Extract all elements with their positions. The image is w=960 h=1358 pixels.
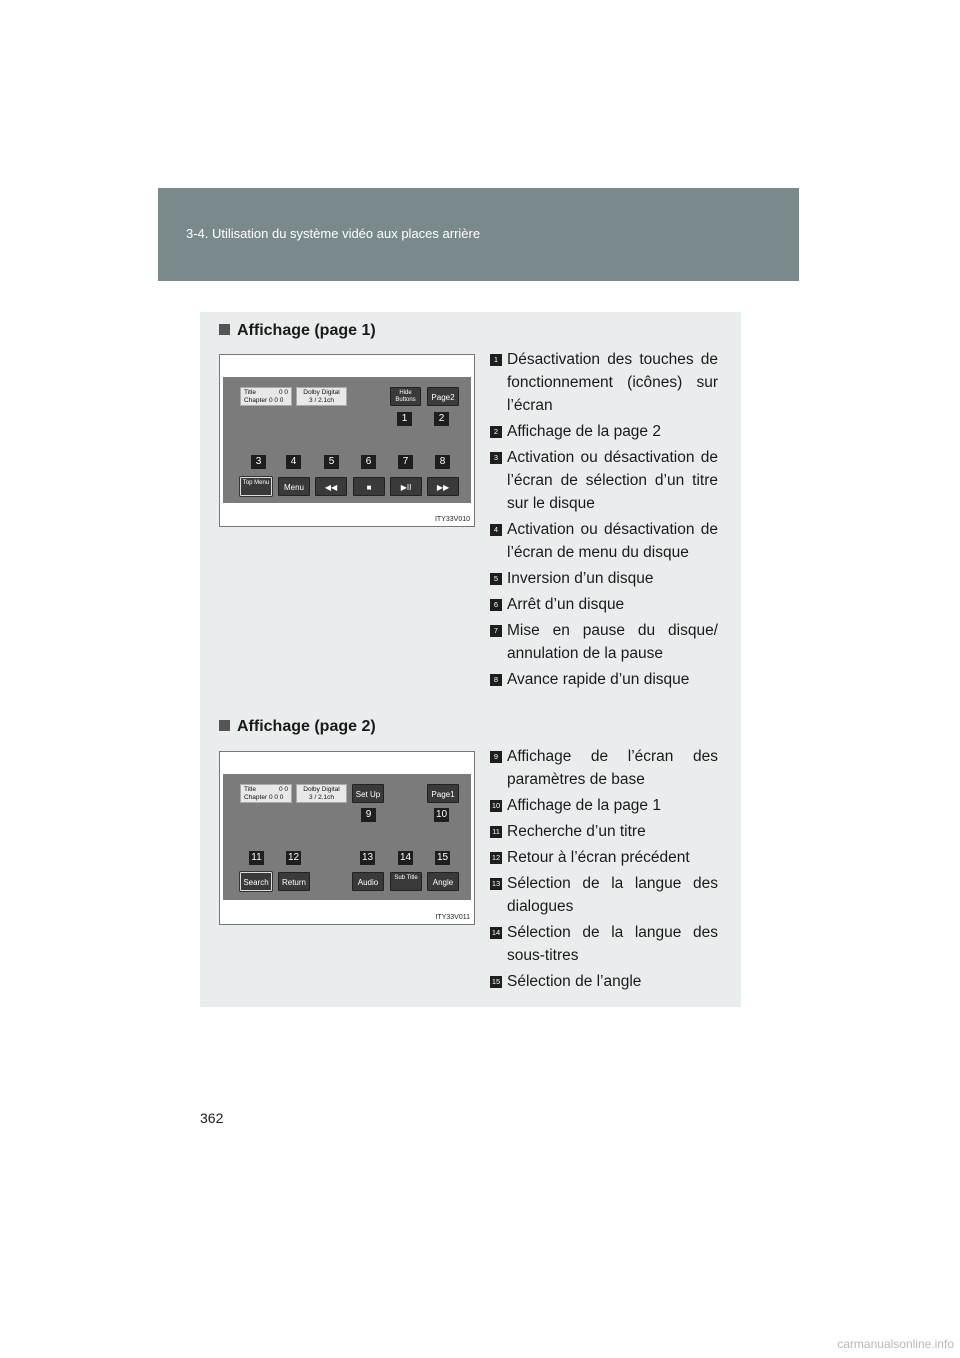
- list-item: [490, 668, 718, 691]
- callout-4: 4: [286, 455, 301, 469]
- list-item-text: Activation ou désactivation de l’écran de sélection d’un titre sur le disque: [507, 449, 718, 512]
- list-item: [490, 745, 718, 791]
- title-chapter-chip: [240, 387, 292, 406]
- list-item: [490, 846, 718, 869]
- square-bullet-icon: [219, 720, 230, 731]
- number-badge-icon: 11: [490, 826, 502, 838]
- callout-11: 11: [249, 851, 264, 865]
- callout-2: 2: [434, 412, 449, 426]
- section-heading-text: Affichage (page 2): [237, 718, 376, 735]
- list-item: [490, 518, 718, 564]
- play-pause-button[interactable]: ▶II: [390, 477, 422, 496]
- page2-button[interactable]: Page2: [427, 387, 459, 406]
- list-item-text: Sélection de l’angle: [507, 973, 642, 990]
- title-label: Title: [244, 786, 257, 793]
- page1-button[interactable]: Page1: [427, 784, 459, 803]
- list-item-text: Retour à l’écran précédent: [507, 849, 690, 866]
- stop-button[interactable]: ■: [353, 477, 385, 496]
- fast-forward-button[interactable]: ▶▶: [427, 477, 459, 496]
- list-item-text: Mise en pause du disque/ annulation de la pause: [507, 622, 718, 662]
- legend-list-page1: [490, 348, 718, 694]
- square-bullet-icon: [219, 324, 230, 335]
- number-badge-icon: 9: [490, 751, 502, 763]
- callout-12: 12: [287, 852, 300, 863]
- menu-button[interactable]: Menu: [278, 477, 310, 496]
- callout-10: 10: [435, 809, 448, 820]
- number-badge-icon: 1: [490, 354, 502, 366]
- hide-buttons-button[interactable]: [390, 387, 421, 406]
- audio-format-chip: [296, 387, 347, 406]
- section-heading-text: Affichage (page 1): [237, 322, 376, 339]
- list-item-text: Sélection de la langue des sous-titres: [507, 924, 718, 964]
- list-item-text: Désactivation des touches de fonctionnement (icônes) sur l’écran: [507, 351, 718, 414]
- figure-code: ITY33V010: [434, 516, 470, 523]
- section-heading-page2: [219, 718, 376, 736]
- return-button[interactable]: Return: [278, 872, 310, 891]
- list-item-text: Affichage de la page 1: [507, 797, 661, 814]
- audio-format-line1: Dolby Digital: [303, 389, 340, 396]
- list-item: [490, 820, 718, 843]
- title-chapter-chip: [240, 784, 292, 803]
- audio-format-line1: Dolby Digital: [303, 786, 340, 793]
- number-badge-icon: 4: [490, 524, 502, 536]
- list-item-text: Sélection de la langue des dialogues: [507, 875, 718, 915]
- top-menu-line2: Menu: [254, 480, 270, 486]
- list-item-text: Affichage de l’écran des paramètres de base: [507, 748, 718, 788]
- number-badge-icon: 2: [490, 426, 502, 438]
- callout-9: 9: [361, 808, 376, 822]
- legend-list-page2: [490, 745, 718, 996]
- callout-15: 15: [436, 852, 449, 863]
- search-button[interactable]: Search: [240, 872, 272, 891]
- chapter-value: 0 0 0: [268, 794, 284, 801]
- callout-8: 8: [435, 455, 450, 469]
- screen-display: [223, 774, 471, 900]
- audio-format-line2: 3 / 2.1ch: [309, 794, 334, 801]
- list-item-text: Arrêt d’un disque: [507, 596, 625, 613]
- screen-illustration-page2: [219, 751, 475, 925]
- content-box: [200, 312, 741, 1007]
- list-item: [490, 921, 718, 967]
- list-item-text: Inversion d’un disque: [507, 570, 654, 587]
- list-item-text: Affichage de la page 2: [507, 423, 661, 440]
- number-badge-icon: 8: [490, 674, 502, 686]
- chapter-label: Chapter: [244, 794, 268, 801]
- list-item-text: Activation ou désactivation de l’écran de menu du disque: [507, 521, 718, 561]
- title-value: 0 0: [278, 389, 288, 396]
- list-item: [490, 872, 718, 918]
- header-band: [158, 188, 799, 281]
- audio-format-chip: [296, 784, 347, 803]
- angle-button[interactable]: Angle: [427, 872, 459, 891]
- list-item: [490, 593, 718, 616]
- callout-1: 1: [397, 412, 412, 426]
- watermark: carmanualsonline.info: [837, 1337, 954, 1351]
- rewind-button[interactable]: ◀◀: [315, 477, 347, 496]
- subtitle-line2: Title: [406, 875, 418, 881]
- figure-code: ITY33V011: [435, 914, 470, 921]
- number-badge-icon: 5: [490, 573, 502, 585]
- list-item: [490, 348, 718, 417]
- subtitle-line1: Sub: [394, 875, 405, 881]
- list-item: [490, 446, 718, 515]
- number-badge-icon: 14: [491, 928, 501, 937]
- list-item: [490, 619, 718, 665]
- subtitle-button[interactable]: [390, 872, 422, 891]
- number-badge-icon: 13: [491, 879, 501, 888]
- top-menu-line1: Top: [242, 480, 253, 486]
- callout-6: 6: [361, 455, 376, 469]
- list-item-text: Avance rapide d’un disque: [507, 671, 690, 688]
- number-badge-icon: 10: [491, 801, 501, 810]
- number-badge-icon: 6: [490, 599, 502, 611]
- chapter-value: 0 0 0: [268, 397, 284, 404]
- breadcrumb: 3-4. Utilisation du système vidéo aux places arrière: [186, 226, 481, 241]
- list-item: [490, 420, 718, 443]
- setup-button[interactable]: Set Up: [352, 784, 384, 803]
- screen-illustration-page1: [219, 354, 475, 527]
- screen-display: [223, 377, 471, 503]
- hide-buttons-line2: Buttons: [395, 397, 416, 403]
- title-label: Title: [244, 389, 257, 396]
- audio-button[interactable]: Audio: [352, 872, 384, 891]
- callout-13: 13: [361, 852, 374, 863]
- number-badge-icon: 15: [491, 977, 501, 986]
- page-number: 362: [200, 1110, 224, 1126]
- number-badge-icon: 12: [491, 853, 501, 862]
- callout-5: 5: [324, 455, 339, 469]
- list-item: [490, 567, 718, 590]
- callout-14: 14: [399, 852, 412, 863]
- section-heading-page1: [219, 322, 376, 340]
- number-badge-icon: 7: [490, 625, 502, 637]
- title-value: 0 0: [278, 786, 288, 793]
- callout-7: 7: [398, 455, 413, 469]
- list-item: [490, 794, 718, 817]
- chapter-label: Chapter: [244, 397, 268, 404]
- list-item: [490, 970, 718, 993]
- audio-format-line2: 3 / 2.1ch: [309, 397, 334, 404]
- callout-3: 3: [251, 455, 266, 469]
- number-badge-icon: 3: [490, 452, 502, 464]
- list-item-text: Recherche d’un titre: [507, 823, 646, 840]
- top-menu-button[interactable]: [240, 477, 272, 496]
- hide-buttons-line1: Hide: [399, 390, 412, 396]
